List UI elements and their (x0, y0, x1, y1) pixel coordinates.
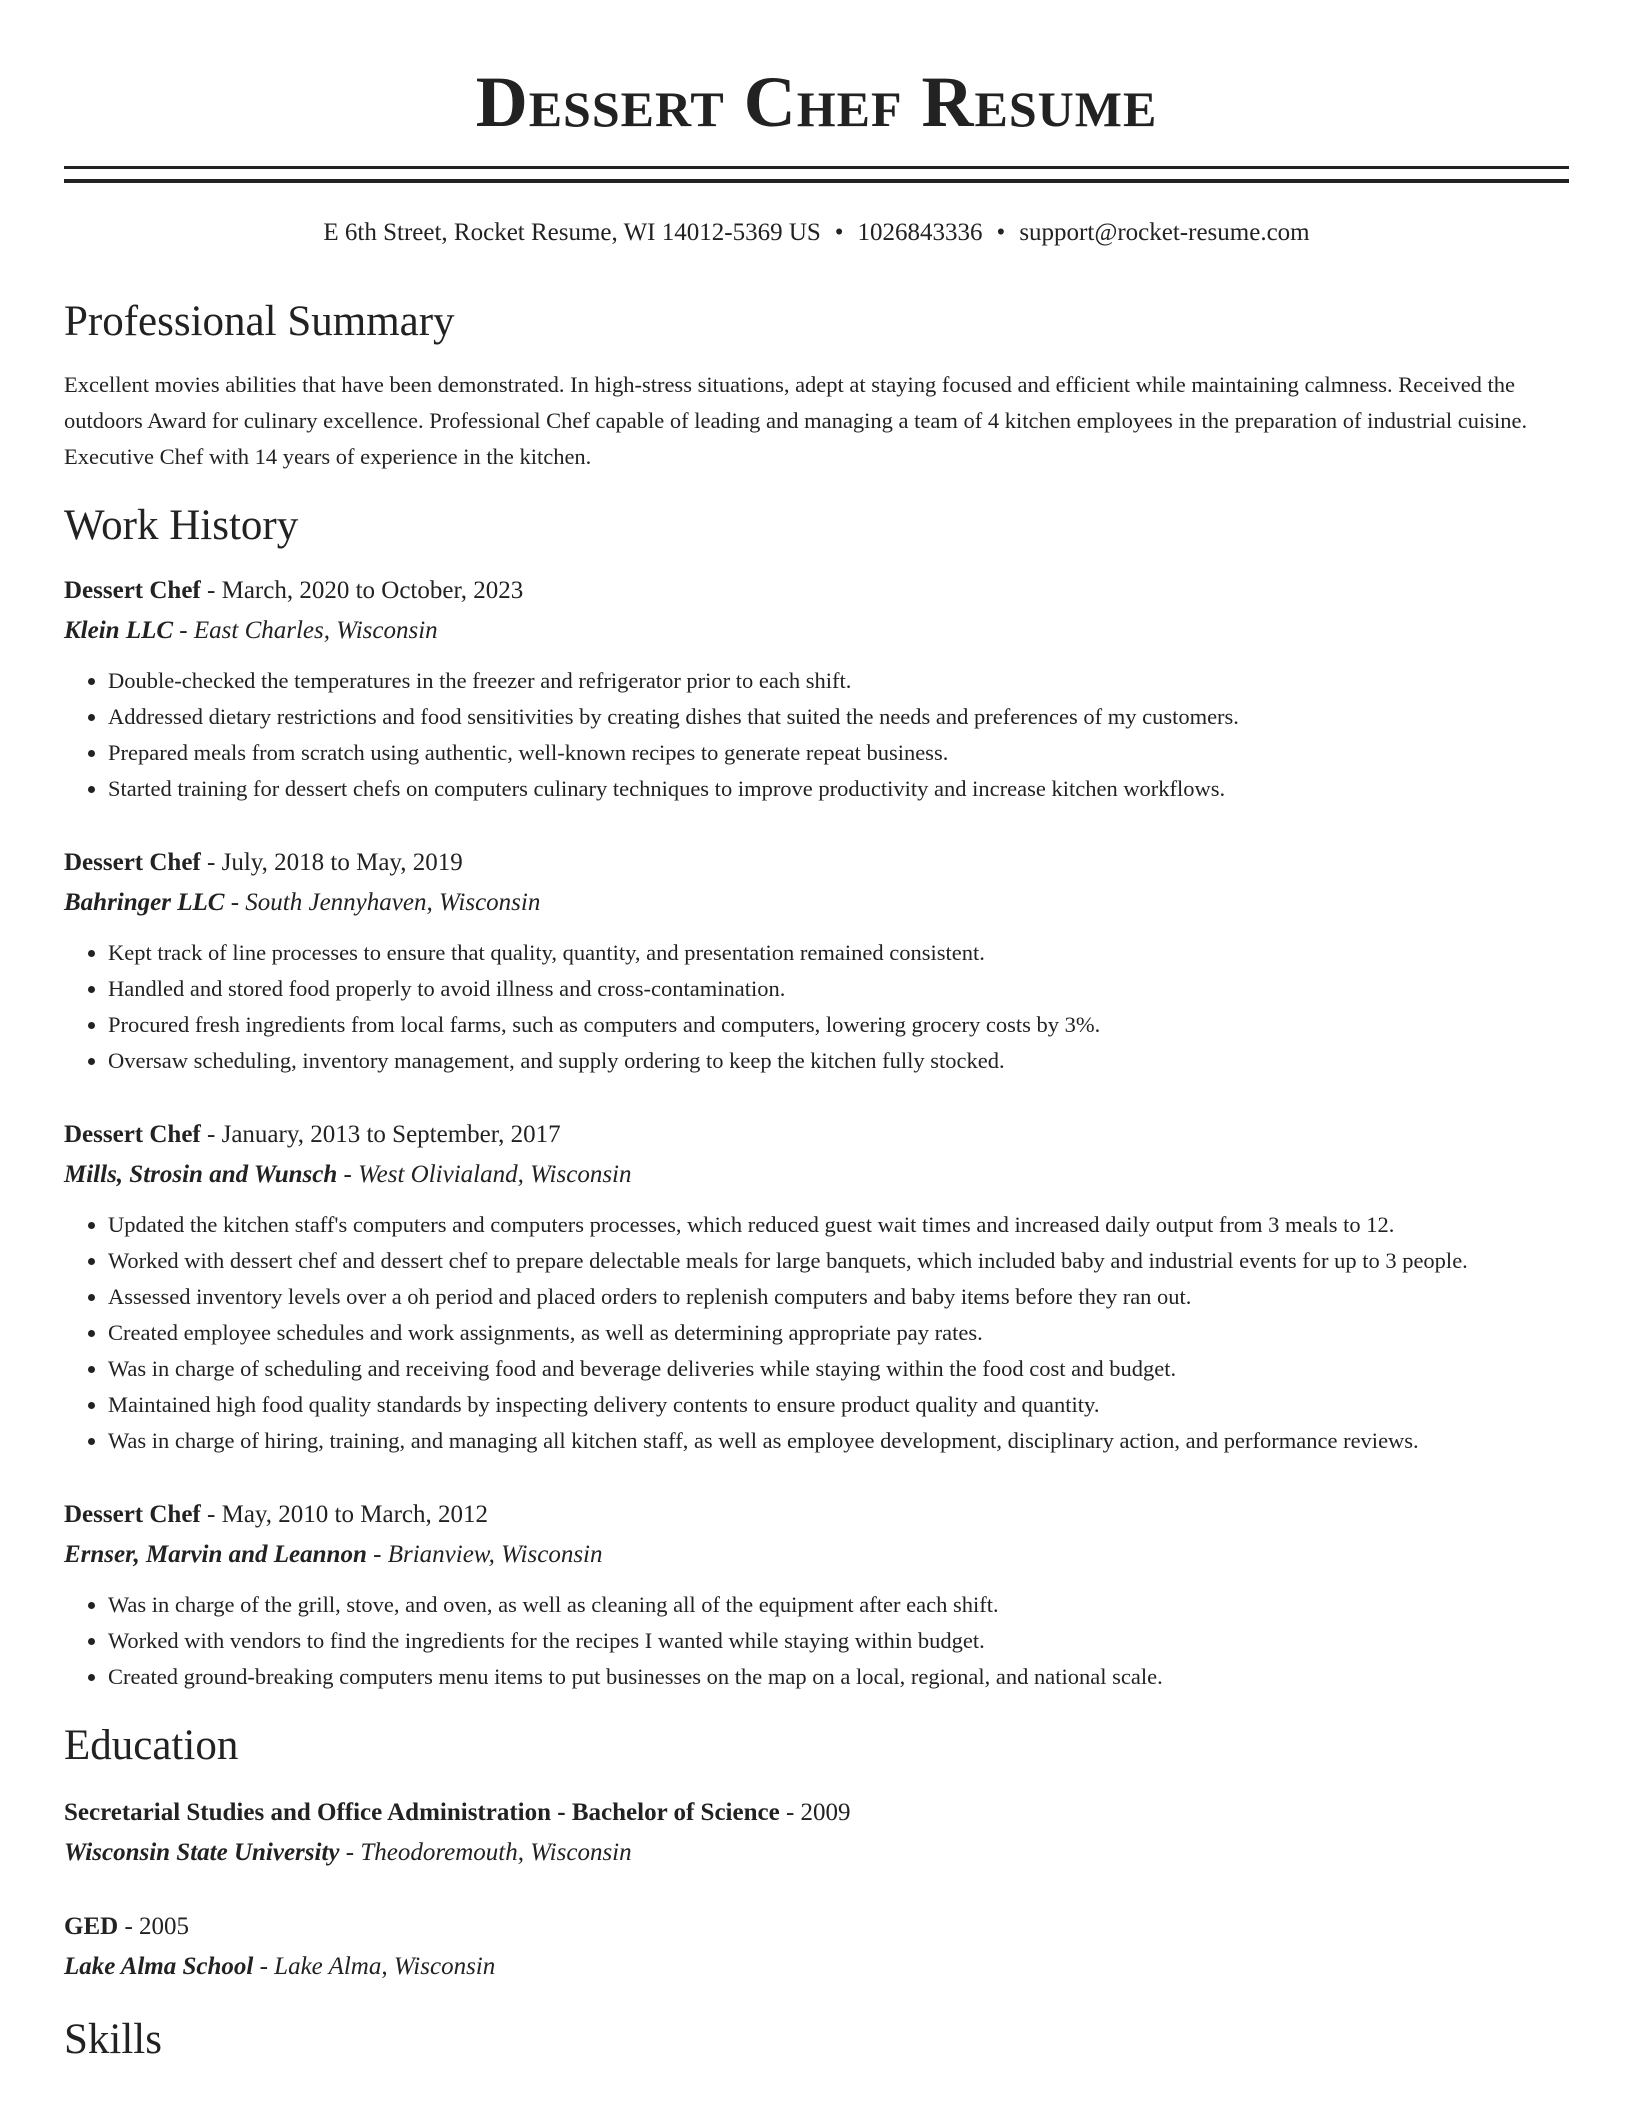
education-year: - 2009 (779, 1799, 851, 1826)
job-location: - West Olivialand, Wisconsin (337, 1161, 632, 1188)
job-bullet: • Kept track of line processes to ensure that quality, quantity, and presentation remained consistent. (108, 935, 1569, 971)
job-bullet: • Worked with vendors to find the ingredients for the recipes I wanted while staying within budget. (108, 1623, 1569, 1659)
job-role: Dessert Chef (64, 849, 201, 876)
education-school: Wisconsin State University (64, 1839, 340, 1866)
job-company-line (64, 1155, 1569, 1195)
job-bullet: • Created employee schedules and work assignments, as well as determining appropriate pay rates. (108, 1315, 1569, 1351)
job-title-line (64, 571, 1569, 611)
job-title-line (64, 1115, 1569, 1155)
job-bullets (64, 935, 1569, 1079)
contact-line (64, 217, 1569, 249)
job-bullet: • Prepared meals from scratch using authentic, well-known recipes to generate repeat business. (108, 735, 1569, 771)
job-company-line (64, 883, 1569, 923)
job-bullet: • Created ground-breaking computers menu items to put businesses on the map on a local, regional, and national scale. (108, 1659, 1569, 1695)
job-bullet: • Double-checked the temperatures in the freezer and refrigerator prior to each shift. (108, 663, 1569, 699)
education-degree-line (64, 1793, 1569, 1833)
job-dates: - July, 2018 to May, 2019 (200, 849, 463, 876)
education-school: Lake Alma School (64, 1953, 254, 1980)
job-bullet: • Assessed inventory levels over a oh period and placed orders to replenish computers and baby items before they ran out. (108, 1279, 1569, 1315)
education-degree: Secretarial Studies and Office Administration - Bachelor of Science (64, 1799, 780, 1826)
education-location: - Theodoremouth, Wisconsin (339, 1839, 632, 1866)
contact-separator: • (996, 219, 1006, 246)
summary-text: Excellent movies abilities that have been demonstrated. In high-stress situations, adept at staying focused and efficient while maintaining calmness. Received the outdoors Award for culinary excellence. Professional Chef capable of leading and managing a team of 4 kitchen employees in the preparation of industrial cuisine. Executive Chef with 14 years of experience in the kitchen. (64, 372, 1528, 469)
job-company-line (64, 611, 1569, 651)
job-entry (64, 843, 1569, 1079)
education-year: - 2005 (118, 1913, 190, 1940)
job-bullet: • Was in charge of the grill, stove, and oven, as well as cleaning all of the equipment after each shift. (108, 1587, 1569, 1623)
job-dates: - January, 2013 to September, 2017 (200, 1121, 561, 1148)
job-bullet: • Worked with dessert chef and dessert chef to prepare delectable meals for large banquets, which included baby and industrial events for up to 3 people. (108, 1243, 1569, 1279)
job-dates: - May, 2010 to March, 2012 (200, 1501, 488, 1528)
title-divider (64, 166, 1569, 183)
education-school-line (64, 1833, 1569, 1873)
job-bullets (64, 1207, 1569, 1459)
education-heading: Education (64, 1722, 239, 1769)
job-company: Ernser, Marvin and Leannon (64, 1541, 367, 1568)
job-company: Mills, Strosin and Wunsch (64, 1161, 338, 1188)
job-dates: - March, 2020 to October, 2023 (200, 577, 524, 604)
education-entry (64, 1907, 1569, 1987)
education-degree-line (64, 1907, 1569, 1947)
job-bullet: • Oversaw scheduling, inventory management, and supply ordering to keep the kitchen fully stocked. (108, 1043, 1569, 1079)
job-company: Klein LLC (64, 617, 174, 644)
skills-heading: Skills (64, 2016, 162, 2063)
job-entry (64, 1115, 1569, 1459)
job-bullet: • Procured fresh ingredients from local farms, such as computers and computers, lowering grocery costs by 3%. (108, 1007, 1569, 1043)
job-bullets (64, 663, 1569, 807)
summary-heading: Professional Summary (64, 298, 455, 345)
job-company: Bahringer LLC (64, 889, 225, 916)
job-bullets (64, 1587, 1569, 1695)
work-history-list (64, 571, 1569, 1695)
job-title-line (64, 1495, 1569, 1535)
job-entry (64, 1495, 1569, 1695)
education-location: - Lake Alma, Wisconsin (253, 1953, 496, 1980)
job-company-line (64, 1535, 1569, 1575)
job-bullet: • Updated the kitchen staff's computers and computers processes, which reduced guest wait times and increased daily output from 3 meals to 12. (108, 1207, 1569, 1243)
job-location: - East Charles, Wisconsin (173, 617, 438, 644)
resume-title: Dessert Chef Resume (475, 62, 1158, 142)
job-location: - Brianview, Wisconsin (366, 1541, 603, 1568)
resume-page (64, 0, 1569, 2065)
contact-separator: • (834, 219, 844, 246)
education-entry (64, 1793, 1569, 1873)
job-bullet: • Started training for dessert chefs on computers culinary techniques to improve productivity and increase kitchen workflows. (108, 771, 1569, 807)
job-bullet: • Was in charge of scheduling and receiving food and beverage deliveries while staying within the food cost and budget. (108, 1351, 1569, 1387)
job-role: Dessert Chef (64, 577, 201, 604)
contact-email: support@rocket-resume.com (1019, 219, 1310, 246)
job-location: - South Jennyhaven, Wisconsin (224, 889, 541, 916)
job-bullet: • Handled and stored food properly to avoid illness and cross-contamination. (108, 971, 1569, 1007)
education-degree: GED (64, 1913, 119, 1940)
job-entry (64, 571, 1569, 807)
job-role: Dessert Chef (64, 1121, 201, 1148)
job-bullet: • Was in charge of hiring, training, and managing all kitchen staff, as well as employee development, disciplinary action, and performance reviews. (108, 1423, 1569, 1459)
education-school-line (64, 1947, 1569, 1987)
contact-phone: 1026843336 (857, 219, 983, 246)
contact-address: E 6th Street, Rocket Resume, WI 14012-5369 US (323, 219, 821, 246)
job-bullet: • Maintained high food quality standards by inspecting delivery contents to ensure product quality and quantity. (108, 1387, 1569, 1423)
work-history-heading: Work History (64, 502, 299, 549)
job-bullet: • Addressed dietary restrictions and food sensitivities by creating dishes that suited the needs and preferences of my customers. (108, 699, 1569, 735)
job-title-line (64, 843, 1569, 883)
job-role: Dessert Chef (64, 1501, 201, 1528)
